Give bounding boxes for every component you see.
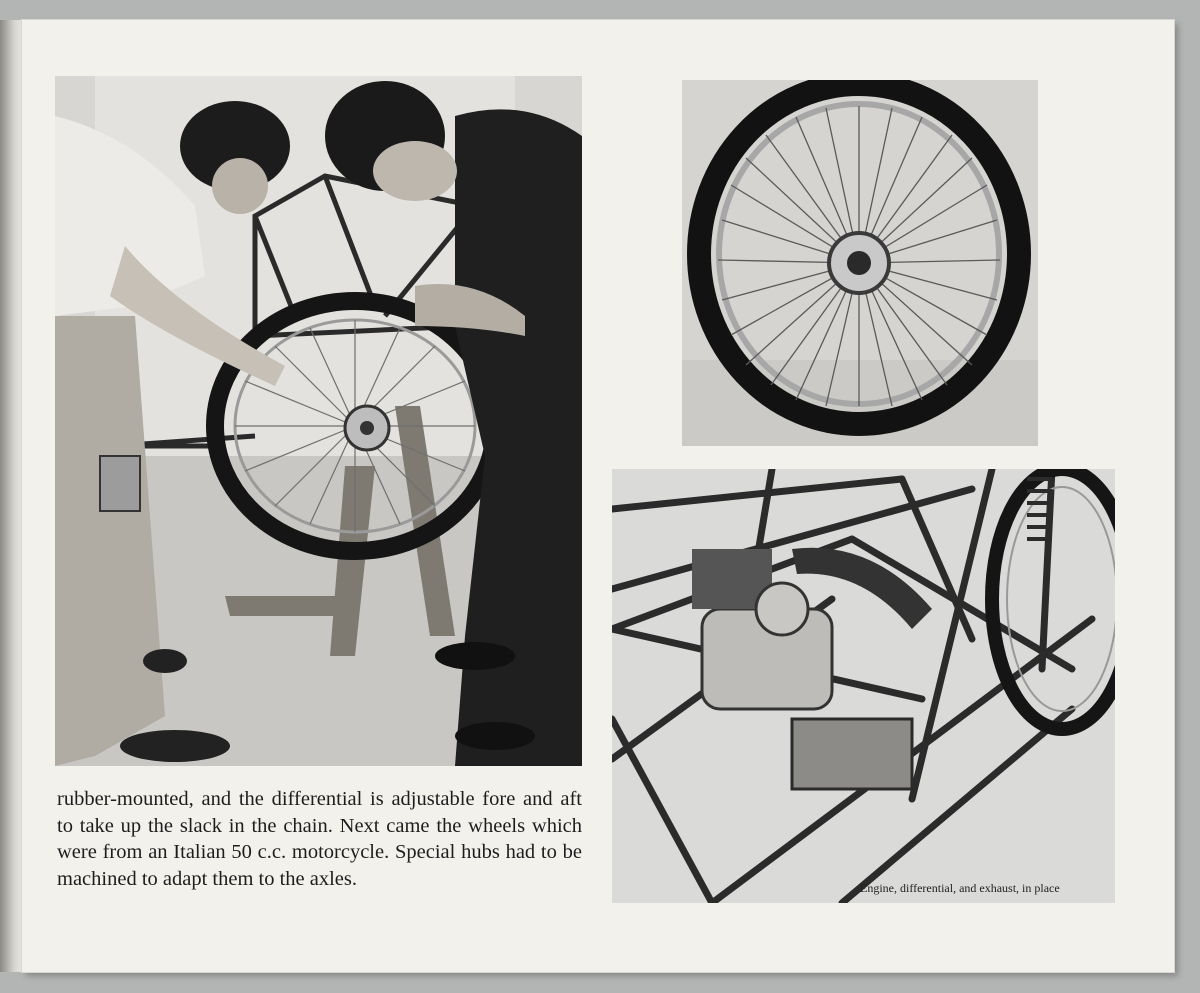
photo-wheel — [682, 80, 1038, 446]
photo-engine-in-frame — [612, 469, 1115, 903]
photo-caption: Engine, differential, and exhaust, in place — [860, 881, 1060, 895]
body-paragraph: rubber-mounted, and the differential is adjustable fore and aft to take up the slack in the chain. Next came the wheels which were from an Italian 50 c.c. motorcycle. Special hubs had to be machined to adapt them to the axles. — [57, 788, 582, 890]
book-gutter — [0, 20, 24, 972]
photo-men-mounting-wheel — [55, 76, 582, 766]
